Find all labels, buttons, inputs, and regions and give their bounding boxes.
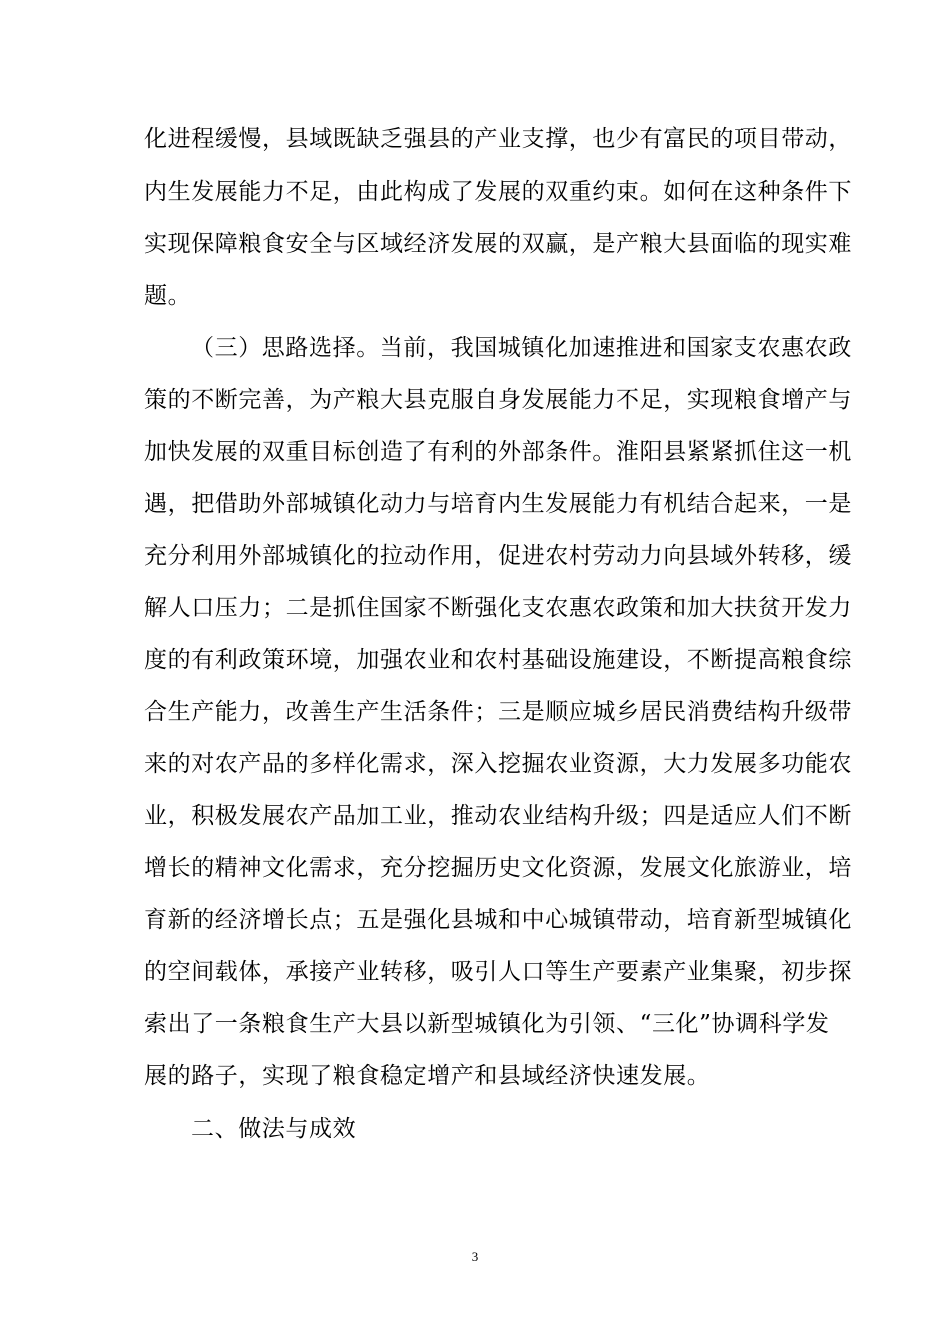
text-line: 来的对农产品的多样化需求，深入挖掘农业资源，大力发展多功能农: [144, 751, 852, 777]
text-line: （三）思路选择。当前，我国城镇化加速推进和国家支农惠农政: [191, 335, 852, 361]
text-line: 增长的精神文化需求，充分挖掘历史文化资源，发展文化旅游业，培: [144, 855, 852, 881]
text-line: 业，积极发展农产品加工业，推动农业结构升级；四是适应人们不断: [144, 803, 852, 829]
section-heading: 二、做法与成效: [191, 1116, 357, 1142]
page-number: 3: [471, 1249, 479, 1264]
text-line: 展的路子，实现了粮食稳定增产和县域经济快速发展。: [144, 1063, 711, 1089]
text-line: 策的不断完善，为产粮大县克服自身发展能力不足，实现粮食增产与: [144, 387, 852, 413]
text-line: 的空间载体，承接产业转移，吸引人口等生产要素产业集聚，初步探: [144, 959, 852, 985]
text-line: 实现保障粮食安全与区域经济发展的双赢，是产粮大县面临的现实难: [144, 231, 852, 257]
text-line: 遇，把借助外部城镇化动力与培育内生发展能力有机结合起来，一是: [144, 491, 852, 517]
text-line: 化进程缓慢，县域既缺乏强县的产业支撑，也少有富民的项目带动，: [144, 126, 852, 152]
text-line: 充分利用外部城镇化的拉动作用，促进农村劳动力向县域外转移，缓: [144, 543, 852, 569]
text-line: 加快发展的双重目标创造了有利的外部条件。淮阳县紧紧抓住这一机: [144, 439, 852, 465]
text-line: 育新的经济增长点；五是强化县城和中心城镇带动，培育新型城镇化: [144, 907, 852, 933]
text-line: 解人口压力；二是抓住国家不断强化支农惠农政策和加大扶贫开发力: [144, 595, 852, 621]
text-line: 内生发展能力不足，由此构成了发展的双重约束。如何在这种条件下: [144, 179, 852, 205]
text-line: 度的有利政策环境，加强农业和农村基础设施建设，不断提高粮食综: [144, 647, 852, 673]
text-line: 索出了一条粮食生产大县以新型城镇化为引领、“三化”协调科学发: [144, 1011, 830, 1037]
text-line: 合生产能力，改善生产生活条件；三是顺应城乡居民消费结构升级带: [144, 699, 852, 725]
text-line: 题。: [144, 283, 192, 309]
